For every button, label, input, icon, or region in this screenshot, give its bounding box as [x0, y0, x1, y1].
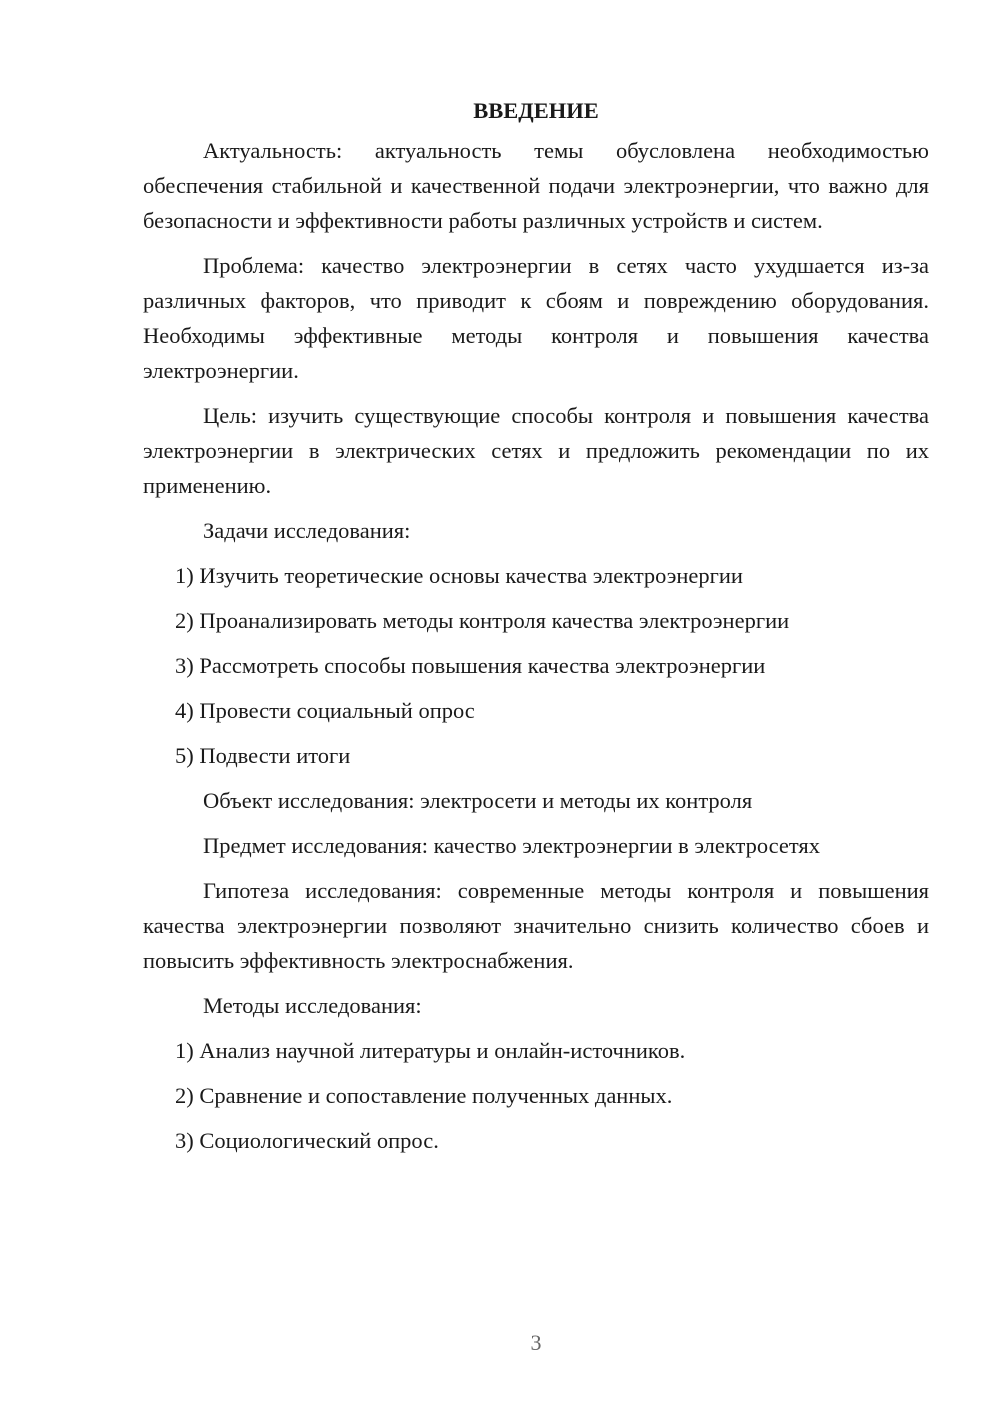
relevance-paragraph: Актуальность: актуальность темы обусловлена необходимостью обеспечения стабильной и качественной подачи электроэнергии, что важно для безопасности и эффективности работы различных устройств и систем. — [143, 138, 929, 233]
task-item: 1) Изучить теоретические основы качества электроэнергии — [175, 563, 743, 588]
task-item: 4) Провести социальный опрос — [175, 698, 475, 723]
subject-line: Предмет исследования: качество электроэнергии в электросетях — [203, 833, 821, 858]
tasks-list — [143, 558, 929, 773]
methods-heading: Методы исследования: — [203, 993, 422, 1018]
goal-paragraph: Цель: изучить существующие способы контроля и повышения качества электроэнергии в электрических сетях и предложить рекомендации по их применению. — [143, 403, 929, 498]
task-item: 3) Рассмотреть способы повышения качества электроэнергии — [175, 653, 766, 678]
page-number: 3 — [530, 1330, 542, 1355]
tasks-heading: Задачи исследования: — [203, 518, 411, 543]
problem-paragraph: Проблема: качество электроэнергии в сетях часто ухудшается из-за различных факторов, что приводит к сбоям и повреждению оборудования. Необходимы эффективные методы контроля и повышения качества электроэнергии. — [143, 253, 929, 383]
hypothesis-paragraph: Гипотеза исследования: современные методы контроля и повышения качества электроэнергии позволяют значительно снизить количество сбоев и повысить эффективность электроснабжения. — [143, 878, 929, 973]
object-line: Объект исследования: электросети и методы их контроля — [203, 788, 753, 813]
method-item: 2) Сравнение и сопоставление полученных данных. — [175, 1083, 673, 1108]
document-page — [143, 95, 929, 1168]
page-title: ВВЕДЕНИЕ — [473, 98, 599, 123]
method-item: 3) Социологический опрос. — [175, 1128, 439, 1153]
methods-list — [143, 1033, 929, 1158]
task-item: 5) Подвести итоги — [175, 743, 351, 768]
method-item: 1) Анализ научной литературы и онлайн-источников. — [175, 1038, 686, 1063]
task-item: 2) Проанализировать методы контроля качества электроэнергии — [175, 608, 790, 633]
